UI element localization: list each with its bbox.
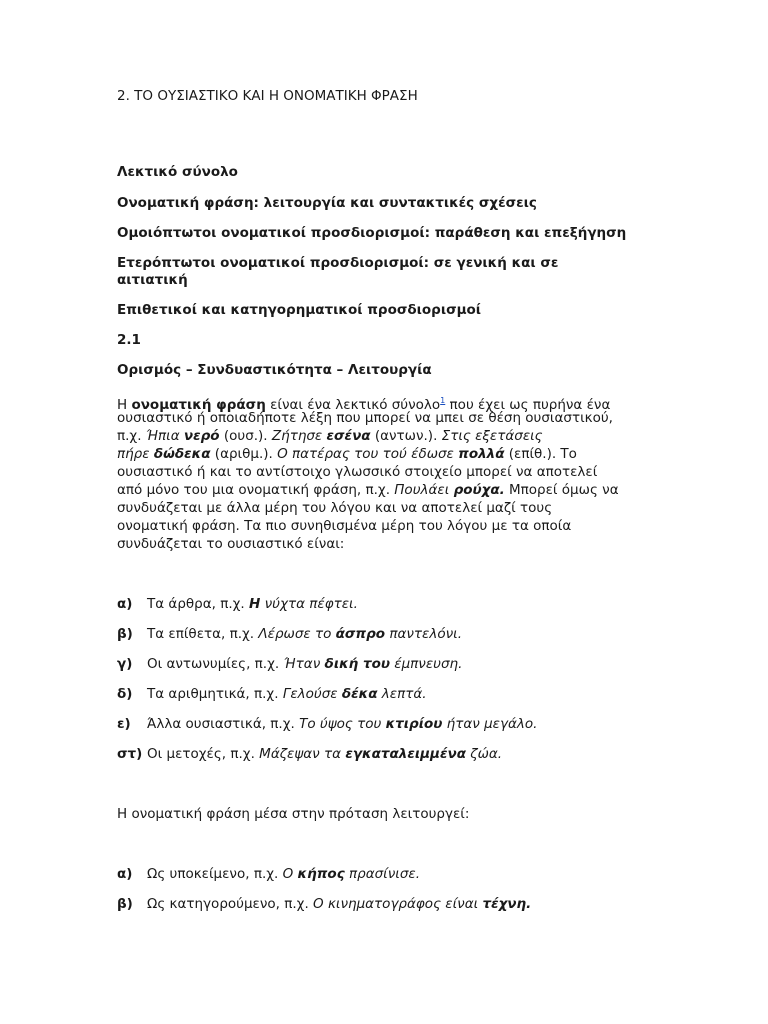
example-bold: δώδεκα [153, 446, 211, 462]
text: Τα επίθετα, π.χ. [147, 626, 259, 642]
paragraph-line-3 [117, 428, 543, 445]
text: (αντων.). [370, 428, 442, 444]
example-italic: νύχτα πέφτει. [260, 596, 358, 612]
text: που έχει ως πυρήνα ένα [445, 397, 611, 413]
list-item [117, 896, 531, 913]
example-italic: Ήταν [283, 656, 325, 672]
list-label: δ) [117, 686, 133, 702]
list-item [117, 686, 427, 703]
text: Οι αντωνυμίες, π.χ. [147, 656, 284, 672]
example-bold: τέχνη. [482, 896, 532, 912]
list-label: β) [117, 626, 133, 642]
list-label: α) [117, 596, 133, 612]
example-italic: Το ύψος του [299, 716, 386, 732]
text: Άλλα ουσιαστικά, π.χ. [147, 716, 300, 732]
example-italic: Ζήτησε [271, 428, 327, 444]
paragraph-line-8: ονοματική φράση. Τα πιο συνηθισμένα μέρη του λόγου με τα οποία [117, 518, 572, 534]
example-italic: ήταν μεγάλο. [442, 716, 538, 732]
heading-attributive: Επιθετικοί και κατηγορηματικοί προσδιορισμοί [117, 302, 482, 318]
example-bold: άσπρο [335, 626, 386, 642]
paragraph-line-4 [117, 446, 577, 463]
list-label: α) [117, 866, 133, 882]
text: από μόνο του μια ονοματική φράση, π.χ. [117, 482, 395, 498]
list-item [117, 866, 420, 883]
heading-homoptotic: Ομοιόπτωτοι ονοματικοί προσδιορισμοί: παράθεση και επεξήγηση [117, 225, 627, 241]
example-italic: Ο [282, 866, 298, 882]
list-label: β) [117, 896, 133, 912]
heading-noun-phrase: Ονοματική φράση: λειτουργία και συντακτικές σχέσεις [117, 195, 537, 211]
function-intro: Η ονοματική φράση μέσα στην πρόταση λειτουργεί: [117, 806, 470, 822]
example-bold: πολλά [458, 446, 505, 462]
heading-heteroptotic-2: αιτιατική [117, 272, 188, 288]
heading-lexical-set: Λεκτικό σύνολο [117, 164, 238, 180]
heading-heteroptotic-1: Ετερόπτωτοι ονοματικοί προσδιορισμοί: σε γενική και σε [117, 255, 559, 271]
example-italic: πρασίνισε. [344, 866, 420, 882]
example-bold: κτιρίου [385, 716, 443, 732]
example-bold: δέκα [341, 686, 378, 702]
list-item [117, 626, 462, 643]
example-bold: Η [249, 596, 261, 612]
example-italic: Στις εξετάσεις [441, 428, 543, 444]
text: Ως υποκείμενο, π.χ. [147, 866, 283, 882]
text: (αριθμ.). [210, 446, 278, 462]
example-italic: Λέρωσε το [258, 626, 336, 642]
chapter-title: 2. ΤΟ ΟΥΣΙΑΣΤΙΚΟ ΚΑΙ Η ΟΝΟΜΑΤΙΚΗ ΦΡΑΣΗ [117, 88, 418, 104]
example-italic: παντελόνι. [385, 626, 462, 642]
list-item [117, 716, 537, 733]
example-italic: Ο πατέρας του τού έδωσε [277, 446, 459, 462]
example-italic: Πουλάει [394, 482, 454, 498]
text: Ως κατηγορούμενο, π.χ. [147, 896, 314, 912]
term-bold: ονοματική φράση [131, 397, 266, 413]
list-label: στ) [117, 746, 143, 762]
section-number: 2.1 [117, 332, 141, 348]
example-italic: έμπνευση. [390, 656, 463, 672]
example-italic: ζώα. [465, 746, 503, 762]
paragraph-line-6 [117, 482, 619, 499]
list-item [117, 596, 358, 613]
text: Η [117, 397, 132, 413]
list-label: ε) [117, 716, 131, 732]
example-italic: πήρε [117, 446, 154, 462]
text: (επίθ.). Το [504, 446, 577, 462]
text: Οι μετοχές, π.χ. [147, 746, 260, 762]
text: (ουσ.). [219, 428, 272, 444]
paragraph-line-7: συνδυάζεται με άλλα μέρη του λόγου και να αποτελεί μαζί τους [117, 500, 553, 516]
example-bold: νερό [183, 428, 220, 444]
list-item [117, 656, 462, 673]
paragraph-line-2: ουσιαστικό ή οποιαδήποτε λέξη που μπορεί να μπει σε θέση ουσιαστικού, [117, 410, 613, 426]
text: είναι ένα λεκτικό σύνολο [265, 397, 441, 413]
example-italic: Γελούσε [282, 686, 342, 702]
example-italic: Ήπια [145, 428, 184, 444]
list-item [117, 746, 502, 763]
section-heading: Ορισμός – Συνδυαστικότητα – Λειτουργία [117, 362, 432, 378]
footnote-link[interactable]: 1 [440, 396, 446, 405]
example-italic: Μάζεψαν τα [259, 746, 346, 762]
text: Τα άρθρα, π.χ. [147, 596, 250, 612]
paragraph-line-5: ουσιαστικό ή και το αντίστοιχο γλωσσικό στοιχείο μπορεί να αποτελεί [117, 464, 598, 480]
example-italic: λεπτά. [377, 686, 427, 702]
example-bold: κήπος [297, 866, 345, 882]
example-bold: εγκαταλειμμένα [345, 746, 466, 762]
list-label: γ) [117, 656, 133, 672]
example-bold: ρούχα. [453, 482, 505, 498]
example-italic: Ο κινηματογράφος είναι [313, 896, 483, 912]
example-bold: εσένα [326, 428, 371, 444]
paragraph-line-9: συνδυάζεται το ουσιαστικό είναι: [117, 536, 345, 552]
text: Μπορεί όμως να [504, 482, 619, 498]
example-bold: δική του [324, 656, 390, 672]
text: π.χ. [117, 428, 146, 444]
text: Τα αριθμητικά, π.χ. [147, 686, 283, 702]
